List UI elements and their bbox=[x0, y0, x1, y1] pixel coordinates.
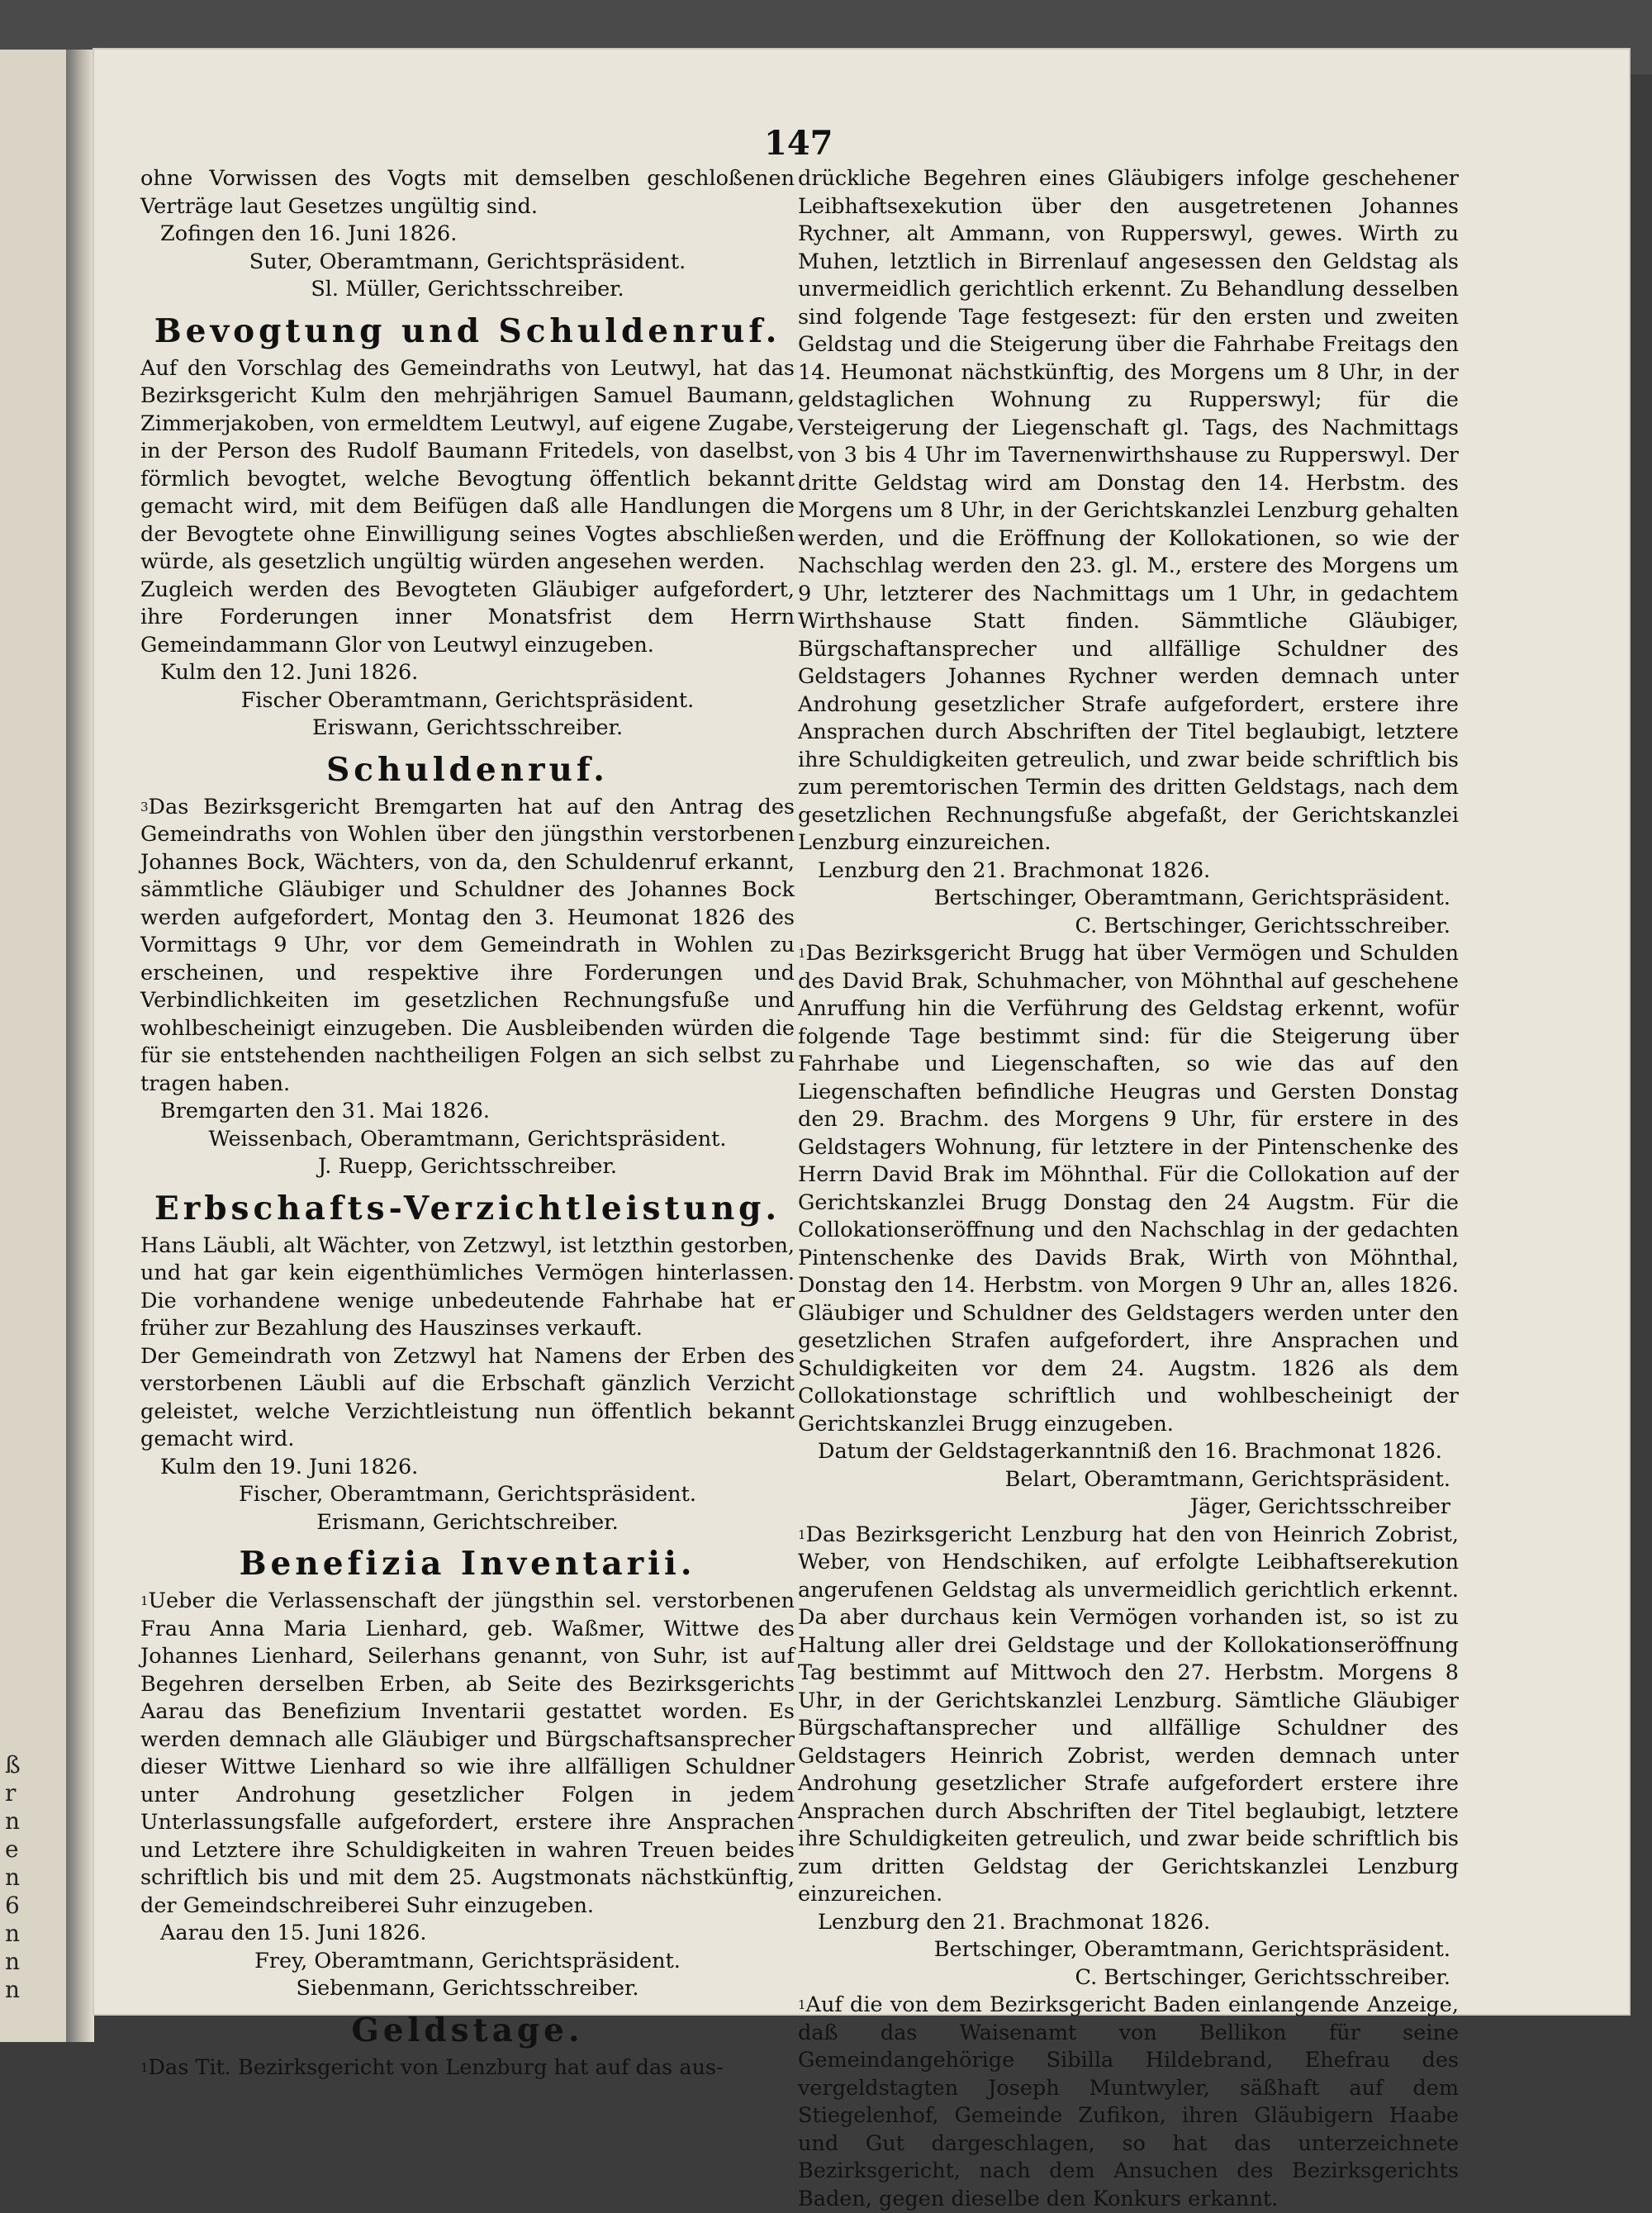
book-gutter bbox=[66, 50, 94, 2042]
signature-line bbox=[798, 885, 1459, 913]
adjacent-page-fragment: n bbox=[5, 1807, 21, 1835]
text: Suter, Oberamtmann, Gerichtspräsident. bbox=[249, 249, 686, 274]
notice-paragraph bbox=[140, 2054, 795, 2082]
section-heading bbox=[140, 751, 795, 789]
notice-paragraph bbox=[798, 1992, 1459, 2213]
notice-paragraph bbox=[140, 165, 795, 221]
adjacent-page-fragment: n bbox=[5, 1920, 21, 1947]
page-number: 147 bbox=[764, 124, 833, 163]
signature-line bbox=[798, 1466, 1459, 1494]
adjacent-page-fragment: n bbox=[5, 1864, 21, 1891]
signature-line bbox=[140, 1126, 795, 1154]
signature-line bbox=[140, 276, 795, 304]
notice-paragraph bbox=[140, 577, 795, 660]
text: Das Bezirksgericht Brugg hat über Vermögen und Schulden des David Brak, Schuhmacher, von Möhnthal auf geschehene Anruffung hin die Verführung des Geldstag erkennt, wofür folgende Tage bestimmt sind: für die Steigerung über Fahrhabe und Liegenschaften, so wie das auf den Liegenschaften befindliche Heugras und Gersten Donstag den 29. Brachm. des Morgens 9 Uhr, für erstere in des Geldstagers Wohnung, für letztere in der Pintenschenke des Herrn David Brak im Möhnthal. Für die Collokation auf der Gerichtskanzlei Brugg Donstag den 24 Augstm. Für die Collokationseröffnung und den Nachschlag in der gedachten Pintenschenke des Davids Brak, Wirth von Möhnthal, Donstag den 14. Herbstm. von Morgen 9 Uhr an, alles 1826. Gläubiger und Schuldner des Geldstagers werden unter den gesetzlichen Strafen aufgefordert, ihre Ansprachen und Schuldigkeiten vor dem 24. Augstm. 1826 als dem Collokationstage schriftlich und wohlbescheinigt der Gerichtskanzlei Brugg einzugeben. bbox=[798, 941, 1459, 1437]
adjacent-page-fragment: e bbox=[5, 1835, 19, 1863]
notice-paragraph bbox=[140, 355, 795, 577]
adjacent-page-fragment: 6 bbox=[5, 1892, 20, 1919]
text: Sl. Müller, Gerichtsschreiber. bbox=[311, 277, 624, 302]
section-heading bbox=[140, 1545, 795, 1583]
text: Bevogtung und Schuldenruf. bbox=[154, 311, 781, 350]
signature-line bbox=[798, 913, 1459, 941]
dateline bbox=[140, 659, 795, 687]
adjacent-page-fragment: r bbox=[5, 1779, 17, 1807]
text: Fischer, Oberamtmann, Gerichtspräsident. bbox=[239, 1482, 696, 1507]
text: Benefizia Inventarii. bbox=[239, 1545, 696, 1583]
text: Lenzburg den 21. Brachmonat 1826. bbox=[818, 857, 1211, 883]
signature-line bbox=[798, 1936, 1459, 1964]
text: Auf den Vorschlag des Gemeindraths von Leutwyl, hat das Bezirksgericht Kulm den mehrjährigen Samuel Baumann, Zimmerjakoben, von ermeldtem Leutwyl, auf eigene Zugabe, in der Person des Rudolf Baumann Fritedels, von daselbst, förmlich bevogtet, welche Bevogtung öffentlich bekannt gemacht wird, mit dem Beifügen daß alle Handlungen die der Bevogtete ohne Einwilligung seines Vogtes abschließen würde, als gesetzlich ungültig würden angesehen werden. bbox=[140, 355, 795, 574]
text: Geldstage. bbox=[351, 2011, 584, 2049]
footnote-marker: 1 bbox=[798, 1997, 806, 2012]
section-heading bbox=[140, 2011, 795, 2049]
signature-line bbox=[140, 715, 795, 743]
notice-paragraph bbox=[140, 1588, 795, 1920]
text: Zugleich werden des Bevogteten Gläubiger aufgefordert, ihre Forderungen inner Monatsfrist dem Herrn Gemeindammann Glor von Leutwyl einzugeben. bbox=[140, 577, 795, 658]
text: Der Gemeindrath von Zetzwyl hat Namens der Erben des verstorbenen Läubli auf die Erbschaft gänzlich Verzicht geleistet, welche Verzichtleistung nun öffentlich bekannt gemacht wird. bbox=[140, 1343, 795, 1451]
dateline bbox=[140, 1098, 795, 1126]
text: ohne Vorwissen des Vogts mit demselben geschloßenen Verträge laut Gesetzes ungültig sind. bbox=[140, 166, 795, 219]
text: C. Bertschinger, Gerichtsschreiber. bbox=[1075, 1964, 1450, 1990]
dateline bbox=[140, 1454, 795, 1482]
signature-line bbox=[140, 1975, 795, 2003]
text: Frey, Oberamtmann, Gerichtspräsident. bbox=[254, 1948, 681, 1973]
footnote-marker: 1 bbox=[798, 1527, 806, 1542]
text: Kulm den 12. Juni 1826. bbox=[160, 660, 419, 685]
adjacent-page-fragment: n bbox=[5, 1976, 21, 2003]
text: Fischer Oberamtmann, Gerichtspräsident. bbox=[240, 687, 695, 713]
text: J. Ruepp, Gerichtsschreiber. bbox=[317, 1154, 617, 1179]
adjacent-page-edge bbox=[0, 50, 66, 2042]
text: drückliche Begehren eines Gläubigers infolge geschehener Leibhaftsexekution über den ausgetretenen Johannes Rychner, alt Ammann, von Rupperswyl, gewes. Wirth zu Muhen, letztlich in Birrenlauf angesessen den Geldstag als unvermeidlich gerichtlich erkennt. Zu Behandlung desselben sind folgende Tage festgesezt: für den ersten und zweiten Geldstag und die Steigerung über die Fahrhabe Freitags den 14. Heumonat nächstkünftig, des Morgens um 8 Uhr, in der geldstaglichen Wohnung zu Rupperswyl; für die Versteigerung der Liegenschaft gl. Tags, des Nachmittags von 3 bis 4 Uhr im Tavernenwirthshause zu Rupperswyl. Der dritte Geldstag wird am Donstag den 14. Herbstm. des Morgens um 8 Uhr, in der Gerichtskanzlei Lenzburg gehalten werden, und die Eröffnung der Kollokationen, so wie der Nachschlag werden den 23. gl. M., erstere des Morgens um 9 Uhr, letzterer des Nachmittags um 1 Uhr, in gedachtem Wirthshause Statt finden. Sämmtliche Gläubiger, Bürgschaftansprecher und allfällige Schuldner des Geldstagers Johannes Rychner werden demnach unter Androhung gesetzlicher Strafe aufgefordert, erstere ihre Ansprachen durch Abschriften der Titel beglaubigt, letztere ihre Schuldigkeiten getreulich, und zwar beide schriftlich bis zum peremtorischen Termin des dritten Geldstags, nach dem gesetzlichen Rechnungsfuße abgefaßt, der Gerichtskanzlei Lenzburg einzureichen. bbox=[798, 166, 1459, 855]
text: Jäger, Gerichtsschreiber bbox=[1189, 1494, 1450, 1519]
text: Bremgarten den 31. Mai 1826. bbox=[160, 1099, 490, 1123]
section-heading bbox=[140, 1190, 795, 1228]
notice-paragraph bbox=[798, 165, 1459, 857]
text: Eriswann, Gerichtsschreiber. bbox=[311, 715, 624, 740]
signature-line bbox=[140, 249, 795, 277]
text: Aarau den 15. Juni 1826. bbox=[160, 1921, 427, 1945]
section-heading bbox=[140, 312, 795, 350]
notice-paragraph bbox=[140, 1343, 795, 1454]
notice-paragraph bbox=[798, 940, 1459, 1438]
text: Datum der Geldstagerkanntniß den 16. Brachmonat 1826. bbox=[818, 1439, 1442, 1464]
text: Bertschinger, Oberamtmann, Gerichtspräsident. bbox=[933, 1937, 1450, 1962]
signature-line bbox=[140, 1948, 795, 1976]
left-column bbox=[140, 165, 795, 2082]
signature-line bbox=[140, 1509, 795, 1537]
dateline bbox=[140, 1920, 795, 1948]
footnote-marker: 3 bbox=[140, 799, 149, 814]
text: Kulm den 19. Juni 1826. bbox=[160, 1454, 419, 1479]
signature-line bbox=[140, 1153, 795, 1181]
text: Zofingen den 16. Juni 1826. bbox=[160, 221, 458, 246]
footnote-marker: 1 bbox=[140, 2059, 149, 2075]
notice-paragraph bbox=[140, 1232, 795, 1343]
text: Siebenmann, Gerichtsschreiber. bbox=[296, 1976, 639, 2001]
text: Erbschafts-Verzichtleistung. bbox=[154, 1189, 781, 1228]
text: Auf die von dem Bezirksgericht Baden einlangende Anzeige, daß das Waisenamt von Bellikon für seine Gemeindangehörige Sibilla Hildebrand, Ehefrau des vergeldstagten Joseph Muntwyler, säßhaft auf dem Stiegelenhof, Gemeinde Zufikon, ihren Gläubigern Haabe und Gut dargeschlagen, so hat das unterzeichnete Bezirksgericht, nach dem Ansuchen des Bezirksgerichts Baden, gegen dieselbe den Konkurs erkannt. bbox=[798, 1992, 1459, 2211]
text: Das Tit. Bezirksgericht von Lenzburg hat auf das aus- bbox=[148, 2054, 724, 2080]
signature-line bbox=[798, 1964, 1459, 1992]
footnote-marker: 1 bbox=[140, 1593, 149, 1608]
footnote-marker: 1 bbox=[798, 946, 806, 961]
text: Hans Läubli, alt Wächter, von Zetzwyl, ist letzthin gestorben, und hat gar kein eigenthümliches Vermögen hinterlassen. Die vorhandene wenige unbedeutende Fahrhabe hat er früher zur Bezahlung des Hauszinses verkauft. bbox=[140, 1232, 795, 1341]
dateline bbox=[798, 1909, 1459, 1937]
adjacent-page-fragment: ß bbox=[5, 1751, 21, 1778]
adjacent-page-fragment: n bbox=[5, 1948, 21, 1975]
text: Ueber die Verlassenschaft der jüngsthin sel. verstorbenen Frau Anna Maria Lienhard, geb. Waßmer, Wittwe des Johannes Lienhard, Seilerhans genannt, von Suhr, ist auf Begehren derselben Erben, ab Seite des Bezirksgerichts Aarau das Benefizium Inventarii gestattet worden. Es werden demnach alle Gläubiger und Bürgschaftsansprecher dieser Wittwe Lienhard so wie ihre allfälligen Schuldner unter Androhung gesetzlicher Folgen in jedem Unterlassungsfalle aufgefordert, erstere ihre Ansprachen und Letztere ihre Schuldigkeiten in wahren Treuen beides schriftlich bis und mit dem 25. Augstmonats nächstkünftig, der Gemeindschreiberei Suhr einzugeben. bbox=[140, 1589, 795, 1918]
notice-paragraph bbox=[140, 794, 795, 1099]
text: Bertschinger, Oberamtmann, Gerichtspräsident. bbox=[933, 886, 1450, 910]
text: Das Bezirksgericht Lenzburg hat den von Heinrich Zobrist, Weber, von Hendschiken, auf erfolgte Leibhaftserekution angerufenen Geldstag als unvermeidlich gerichtlich erkennt. Da aber durchaus kein Vermögen vorhanden ist, so ist zu Haltung aller drei Geldstage und der Kollokationseröffnung Tag bestimmt auf Mittwoch den 27. Herbstm. Morgens 8 Uhr, in der Gerichtskanzlei Lenzburg. Sämtliche Gläubiger Bürgschaftansprecher und allfällige Schuldner des Geldstagers Heinrich Zobrist, werden demnach unter Androhung gesetzlicher Strafe aufgefordert erstere ihre Ansprachen durch Abschriften der Titel beglaubigt, letztere ihre Schuldigkeiten getreulich, und zwar beide schriftlich bis zum dritten Geldstag der Gerichtskanzlei Lenzburg einzureichen. bbox=[798, 1522, 1459, 1907]
signature-line bbox=[140, 1481, 795, 1509]
right-column bbox=[798, 165, 1459, 2213]
text: Weissenbach, Oberamtmann, Gerichtspräsident. bbox=[208, 1126, 727, 1152]
text: Lenzburg den 21. Brachmonat 1826. bbox=[818, 1909, 1211, 1935]
signature-line bbox=[798, 1494, 1459, 1522]
text: Schuldenruf. bbox=[326, 750, 609, 789]
signature-line bbox=[140, 687, 795, 715]
dateline bbox=[798, 1438, 1459, 1466]
text: Das Bezirksgericht Bremgarten hat auf den Antrag des Gemeindraths von Wohlen über den jüngsthin verstorbenen Johannes Bock, Wächters, von da, den Schuldenruf erkannt, sämmtliche Gläubiger und Schuldner des Johannes Bock werden aufgefordert, Montag den 3. Heumonat 1826 des Vormittags 9 Uhr, vor dem Gemeindrath in Wohlen zu erscheinen, und respektive ihre Forderungen und Verbindlichkeiten im gesetzlichen Rechnungsfuße und wohlbescheinigt einzugeben. Die Ausbleibenden würden die für sie entstehenden nachtheiligen Folgen an sich selbst zu tragen haben. bbox=[140, 794, 795, 1096]
notice-paragraph bbox=[798, 1522, 1459, 1909]
text: Erismann, Gerichtschreiber. bbox=[316, 1509, 619, 1535]
text: Belart, Oberamtmann, Gerichtspräsident. bbox=[1004, 1466, 1450, 1492]
dateline bbox=[798, 857, 1459, 886]
dateline bbox=[140, 221, 795, 249]
text: C. Bertschinger, Gerichtsschreiber. bbox=[1075, 913, 1450, 938]
